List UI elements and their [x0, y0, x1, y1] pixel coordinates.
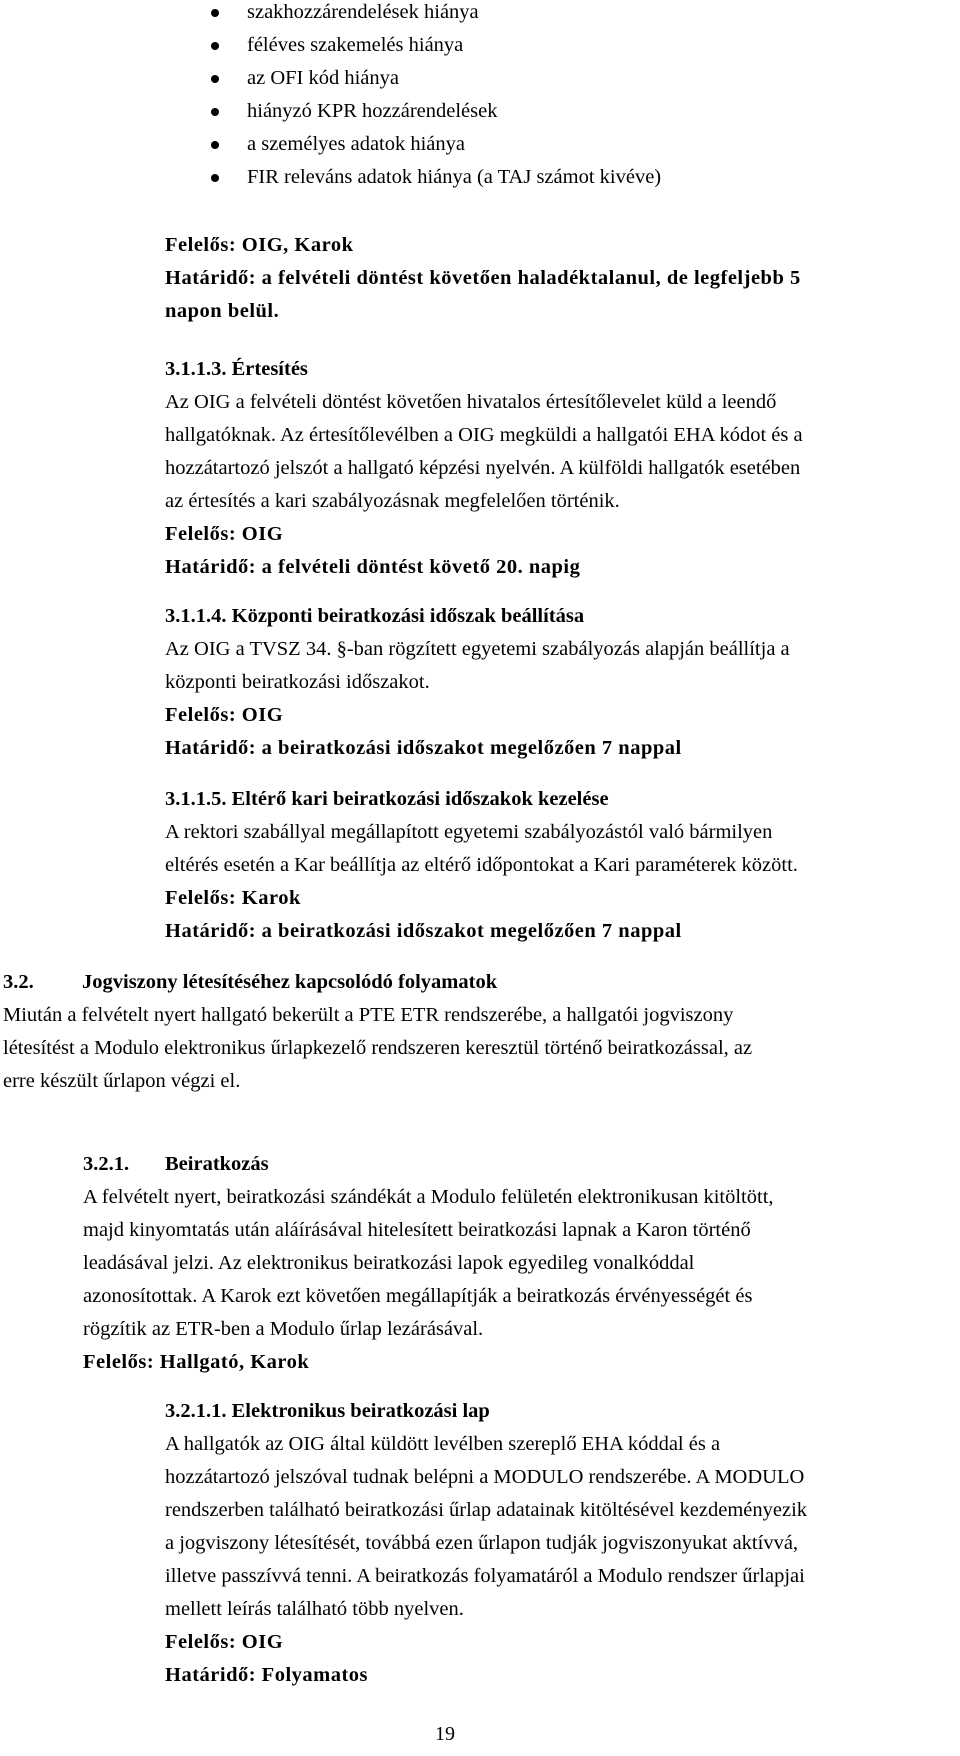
section-title: [83, 1148, 960, 1181]
paragraph-line: A felvételt nyert, beiratkozási szándékát a Modulo felületén elektronikusan kitöltött,: [83, 1186, 774, 1208]
section-3115: [0, 783, 960, 948]
paragraph-line: A hallgatók az OIG által küldött levélben szereplő EHA kóddal és a: [165, 1433, 721, 1455]
responsible-label: Felelős: OIG, Karok: [165, 234, 354, 256]
section-title: 3.1.1.4. Központi beiratkozási időszak beállítása: [165, 605, 585, 627]
responsible-label: Felelős: OIG: [165, 523, 284, 545]
list-item: a személyes adatok hiánya: [0, 128, 960, 161]
paragraph-line: illetve passzívvá tenni. A beiratkozás folyamatáról a Modulo rendszer űrlapjai: [165, 1565, 805, 1587]
paragraph-line: hozzátartozó jelszóval tudnak belépni a MODULO rendszerébe. A MODULO: [165, 1466, 805, 1488]
bullet-icon: [211, 9, 219, 17]
responsible-label: Felelős: Hallgató, Karok: [83, 1351, 310, 1373]
paragraph-line: rendszerben található beiratkozási űrlap adatainak kitöltésével kezdeményezik: [165, 1499, 808, 1521]
paragraph-line: azonosítottak. A Karok ezt követően megállapítják a beiratkozás érvényességét és: [83, 1285, 753, 1307]
list-item: féléves szakemelés hiánya: [0, 29, 960, 62]
section-title-text: Beiratkozás: [165, 1153, 269, 1175]
paragraph-line: központi beiratkozási időszakot.: [165, 671, 430, 693]
paragraph-line: eltérés esetén a Kar beállítja az eltérő időpontokat a Kari paraméterek között.: [165, 854, 798, 876]
bullet-icon: [211, 75, 219, 83]
section-32: [0, 966, 960, 1098]
responsibility-block: [0, 229, 960, 328]
paragraph-line: a jogviszony létesítését, továbbá ezen űrlapon tudják jogviszonyukat aktívvá,: [165, 1532, 799, 1554]
bullet-icon: [211, 174, 219, 182]
section-title: [3, 966, 960, 999]
deadline-label: Határidő: a felvételi döntést követően haladéktalanul, de legfeljebb 5: [165, 267, 801, 289]
paragraph-line: hallgatóknak. Az értesítőlevélben a OIG megküldi a hallgatói EHA kódot és a: [165, 424, 803, 446]
paragraph-line: leadásával jelzi. Az elektronikus beiratkozási lapok egyedileg vonalkóddal: [83, 1252, 695, 1274]
section-number: 3.2.1.: [83, 1153, 130, 1175]
list-item: szakhozzárendelések hiánya: [0, 0, 960, 29]
paragraph-line: az értesítés a kari szabályozásnak megfelelően történik.: [165, 490, 620, 512]
deadline-label: Határidő: a beiratkozási időszakot megelőzően 7 nappal: [165, 920, 682, 942]
responsible-label: Felelős: Karok: [165, 887, 301, 909]
section-3114: [0, 600, 960, 765]
paragraph-line: Az OIG a felvételi döntést követően hivatalos értesítőlevelet küld a leendő: [165, 391, 777, 413]
list-item: hiányzó KPR hozzárendelések: [0, 95, 960, 128]
list-item: az OFI kód hiánya: [0, 62, 960, 95]
deadline-label: Határidő: a beiratkozási időszakot megelőzően 7 nappal: [165, 737, 682, 759]
page-number: 19: [435, 1723, 455, 1745]
bullet-icon: [211, 42, 219, 50]
paragraph-line: majd kinyomtatás után aláírásával hitelesített beiratkozási lapnak a Karon történő: [83, 1219, 751, 1241]
section-3113: [0, 353, 960, 584]
section-title: 3.1.1.5. Eltérő kari beiratkozási időszakok kezelése: [165, 788, 609, 810]
paragraph-line: erre készült űrlapon végzi el.: [3, 1070, 241, 1092]
missing-data-list: [0, 0, 960, 194]
section-title: 3.2.1.1. Elektronikus beiratkozási lap: [165, 1400, 490, 1422]
section-3211: [0, 1395, 960, 1692]
section-number: 3.2.: [3, 971, 34, 993]
paragraph-line: A rektori szabállyal megállapított egyetemi szabályozástól való bármilyen: [165, 821, 773, 843]
section-title: 3.1.1.3. Értesítés: [165, 358, 308, 380]
deadline-label-cont: napon belül.: [165, 300, 280, 322]
responsible-label: Felelős: OIG: [165, 704, 284, 726]
paragraph-line: mellett leírás található több nyelven.: [165, 1598, 464, 1620]
bullet-icon: [211, 108, 219, 116]
list-item: FIR releváns adatok hiánya (a TAJ számot kivéve): [0, 161, 960, 194]
responsible-label: Felelős: OIG: [165, 1631, 284, 1653]
deadline-label: Határidő: a felvételi döntést követő 20. napig: [165, 556, 581, 578]
section-title-text: Jogviszony létesítéséhez kapcsolódó folyamatok: [82, 971, 498, 993]
deadline-label: Határidő: Folyamatos: [165, 1664, 369, 1686]
paragraph-line: hozzátartozó jelszót a hallgató képzési nyelvén. A külföldi hallgatók esetében: [165, 457, 801, 479]
paragraph-line: Miután a felvételt nyert hallgató bekerült a PTE ETR rendszerébe, a hallgatói jogviszony: [3, 1004, 734, 1026]
paragraph-line: rögzítik az ETR-ben a Modulo űrlap lezárásával.: [83, 1318, 484, 1340]
paragraph-line: Az OIG a TVSZ 34. §-ban rögzített egyetemi szabályozás alapján beállítja a: [165, 638, 790, 660]
paragraph-line: létesítést a Modulo elektronikus űrlapkezelő rendszeren keresztül történő beiratkozással, az: [3, 1037, 753, 1059]
section-321: [0, 1148, 960, 1379]
bullet-icon: [211, 141, 219, 149]
